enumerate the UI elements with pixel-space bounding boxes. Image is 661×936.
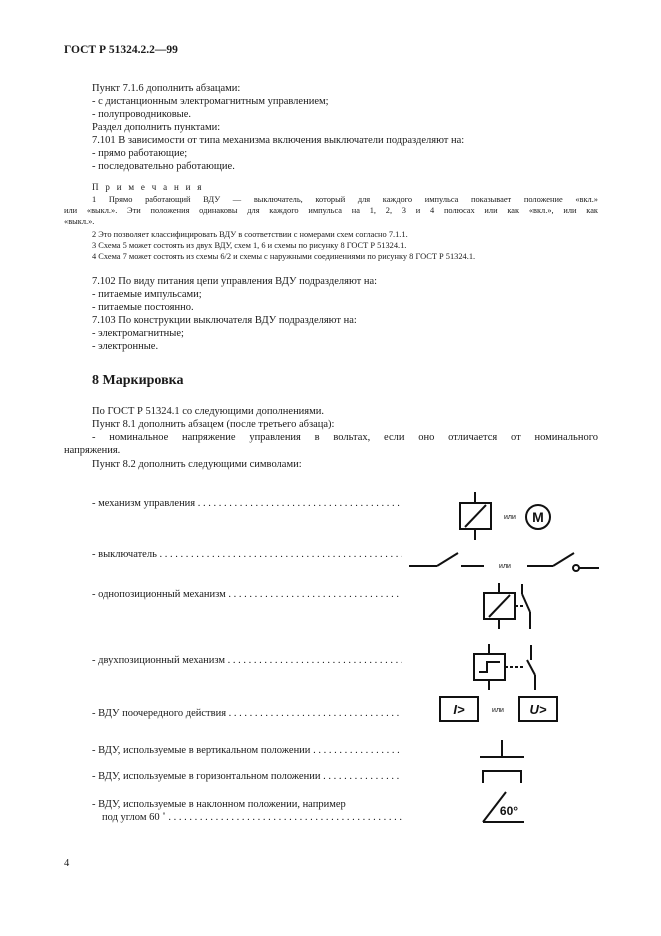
note-1-line-2: или «выкл.». Эти положения одинаковы для каждого импульса на 1, 2, 3 и 4 полюсах или как «вкл.», или как <box>64 206 598 215</box>
ili-text-1: или <box>504 514 516 521</box>
switch-symbol-a <box>409 553 484 566</box>
label-horizontal: - ВДУ, используемые в горизонтальном положении . . . <box>92 770 402 783</box>
p7102: 7.102 По виду питания цепи управления ВДУ подразделяют на: <box>92 276 378 287</box>
notes-title: П р и м е ч а н и я <box>92 182 204 192</box>
angle-text: 60° <box>499 804 519 818</box>
document-code: ГОСТ Р 51324.2.2—99 <box>64 44 178 56</box>
note-4: 4 Схема 7 может состоять из схемы 6/2 и схемы с наружными соединениями по рисунку 8 ГОСТ Р 51324.1. <box>92 252 476 261</box>
p81-item-line-1: - номинальное напряжение управления в вольтах, если оно отличается от номинального <box>92 432 598 443</box>
switch-symbol-b <box>527 553 599 571</box>
label-single-position: - однопозиционный механизм . . . <box>92 588 402 601</box>
p81: Пункт 8.1 дополнить абзацем (после третьего абзаца): <box>92 419 335 430</box>
label-inclined-angle: под углом 60 ˚ . . . <box>102 811 402 824</box>
motor-letter: M <box>532 509 544 525</box>
horizontal-position-symbol <box>483 771 521 783</box>
current-relay-text: I> <box>453 702 465 717</box>
note-2: 2 Это позволяет классифицировать ВДУ в соответствии с номерами схем согласно 7.1.1. <box>92 230 408 239</box>
p7102-item-2: - питаемые постоянно. <box>92 302 194 313</box>
voltage-relay-text: U> <box>529 702 547 717</box>
p82: Пункт 8.2 дополнить следующими символами: <box>92 459 302 470</box>
add-points: Раздел дополнить пунктами: <box>92 122 221 133</box>
p7101: 7.101 В зависимости от типа механизма включения выключатели подразделяют на: <box>92 135 465 146</box>
vertical-position-symbol <box>480 740 524 757</box>
p81-item-line-2: напряжения. <box>64 445 121 456</box>
p7103-item-1: - электромагнитные; <box>92 328 184 339</box>
label-two-position: - двухпозиционный механизм . . . <box>92 654 402 667</box>
section-8-heading: 8 Маркировка <box>92 373 184 388</box>
note-1-line-3: «выкл.». <box>64 217 95 226</box>
p7102-item-1: - питаемые импульсами; <box>92 289 202 300</box>
p7101-item-2: - последовательно работающие. <box>92 161 235 172</box>
note-3: 3 Схема 5 может состоять из двух ВДУ, схем 1, 6 и схемы по рисунку 8 ГОСТ Р 51324.1. <box>92 241 407 250</box>
ili-text-2: или <box>499 563 511 570</box>
label-alternating: - ВДУ поочередного действия . . . <box>92 707 402 720</box>
note-1-line-1: 1 Прямо работающий ВДУ — выключатель, который для каждого импульса показывает положение «вкл.» <box>92 195 598 204</box>
ili-text-3: или <box>492 707 504 714</box>
single-position-symbol <box>484 583 530 629</box>
p716-item-2: - полупроводниковые. <box>92 109 191 120</box>
p7103-item-2: - электронные. <box>92 341 159 352</box>
p7101-item-1: - прямо работающие; <box>92 148 188 159</box>
p7103: 7.103 По конструкции выключателя ВДУ подразделяют на: <box>92 315 357 326</box>
p716-item-1: - с дистанционным электромагнитным управлением; <box>92 96 329 107</box>
label-inclined: - ВДУ, используемые в наклонном положении, например <box>92 799 346 810</box>
section-8-intro: По ГОСТ Р 51324.1 со следующими дополнениями. <box>92 406 325 417</box>
label-control-mechanism: - механизм управления . . . <box>92 497 402 510</box>
two-position-symbol <box>474 644 535 690</box>
coil-symbol <box>460 492 491 540</box>
page-number: 4 <box>64 858 70 869</box>
p716-intro: Пункт 7.1.6 дополнить абзацами: <box>92 83 241 94</box>
label-vertical: - ВДУ, используемые в вертикальном положении . . . <box>92 744 402 757</box>
label-switch: - выключатель . . . <box>92 548 402 561</box>
